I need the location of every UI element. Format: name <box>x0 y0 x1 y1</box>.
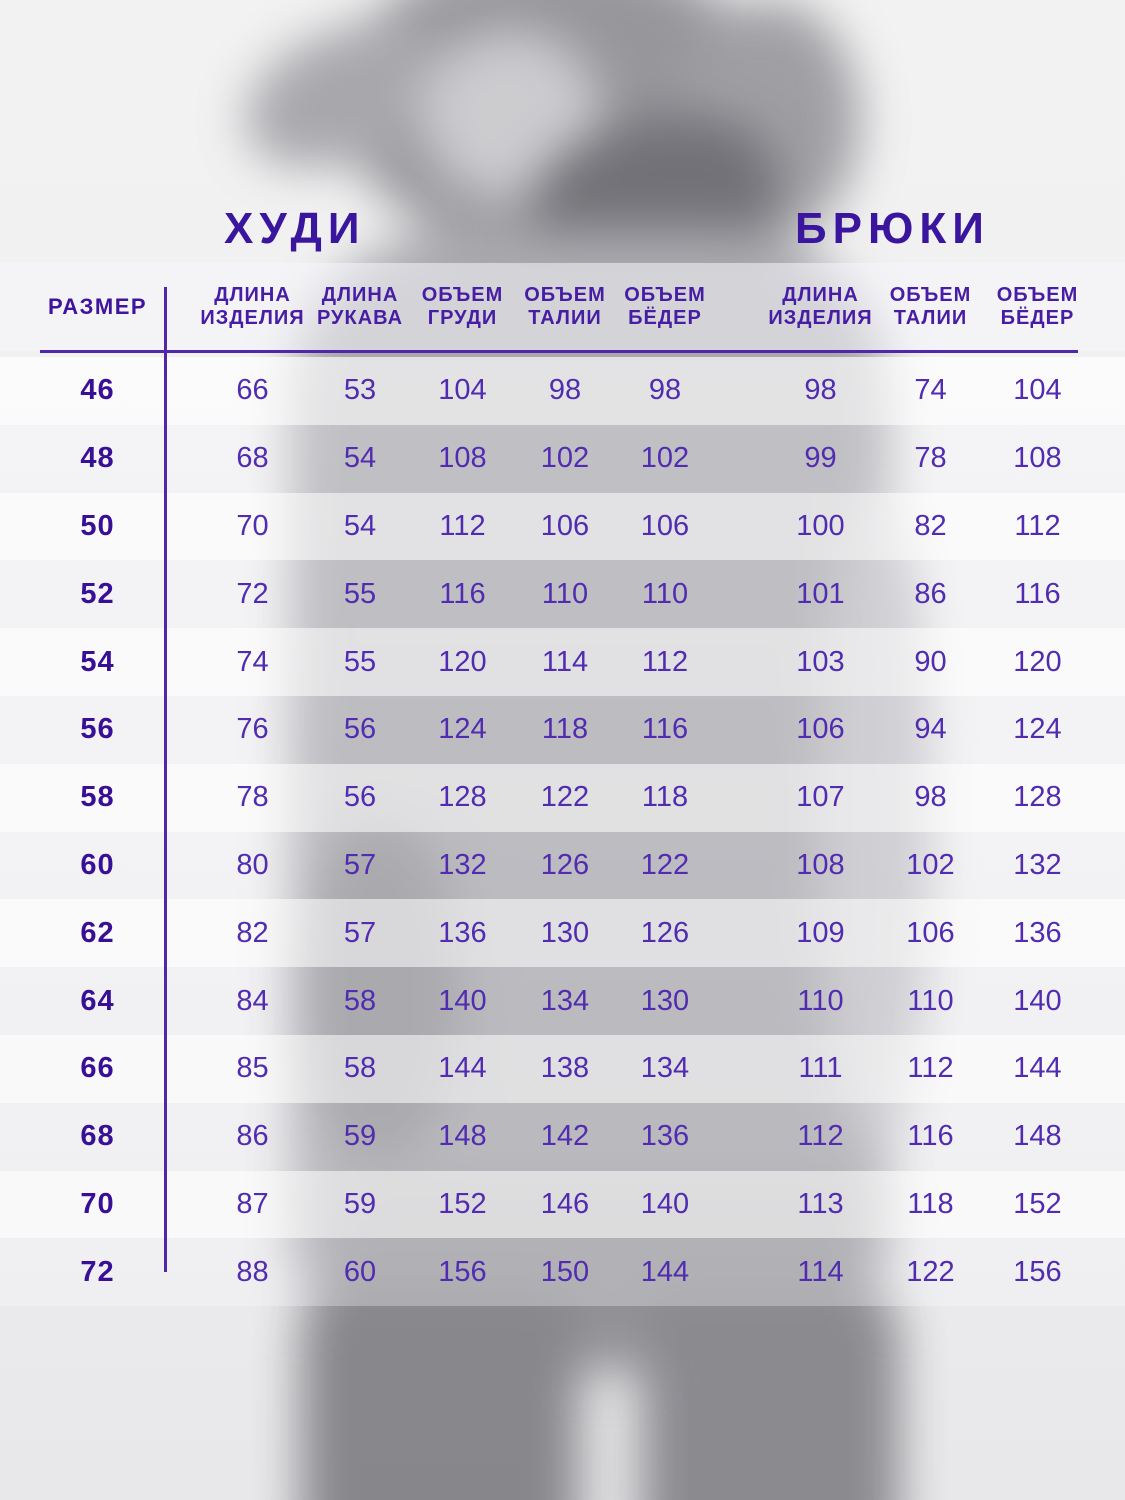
hoodie-measurement-value: 118 <box>641 781 689 814</box>
hoodie-measurement-value: 80 <box>236 848 269 881</box>
table-row <box>0 357 1125 425</box>
hoodie-measurement-value: 120 <box>438 645 487 678</box>
row-size-label: 50 <box>80 509 115 542</box>
hoodie-measurement-value: 58 <box>343 984 377 1017</box>
hoodie-measurement-value: 138 <box>540 1052 590 1085</box>
table-row <box>0 1171 1125 1239</box>
header-line: ИЗДЕЛИЯ <box>200 307 305 329</box>
pants-measurement-value: 114 <box>797 1255 844 1288</box>
pants-measurement-value: 109 <box>796 916 845 949</box>
hoodie-measurement-value: 57 <box>343 848 377 881</box>
header-line: БЁДЕР <box>628 307 702 329</box>
column-header-pants-garment-length <box>765 284 876 330</box>
header-line: ОБЪЕМ <box>421 284 504 306</box>
table-row <box>0 764 1125 832</box>
hoodie-measurement-value: 102 <box>540 442 590 475</box>
photo-left-trouser-shape <box>300 1290 580 1500</box>
hoodie-measurement-value: 66 <box>236 374 269 407</box>
hoodie-measurement-value: 87 <box>236 1187 269 1220</box>
hoodie-measurement-value: 116 <box>641 713 689 746</box>
hoodie-measurement-value: 148 <box>438 1120 487 1153</box>
hoodie-measurement-value: 110 <box>641 577 689 610</box>
pants-measurement-value: 107 <box>796 781 845 814</box>
header-line: РУКАВА <box>316 307 404 329</box>
row-size-label: 68 <box>80 1120 115 1153</box>
pants-measurement-value: 136 <box>1013 916 1062 949</box>
header-line: ИЗДЕЛИЯ <box>768 307 873 329</box>
photo-right-trouser-shape <box>640 1290 900 1500</box>
hoodie-measurement-value: 68 <box>236 442 269 475</box>
pants-measurement-value: 103 <box>796 645 845 678</box>
hoodie-section-title: ХУДИ <box>224 204 366 253</box>
size-divider-line <box>164 287 167 1272</box>
hoodie-measurement-value: 140 <box>640 1187 690 1220</box>
column-header-pants-hips <box>985 284 1090 330</box>
pants-measurement-value: 78 <box>914 442 947 475</box>
pants-measurement-value: 106 <box>906 916 955 949</box>
hoodie-measurement-value: 58 <box>343 1052 377 1085</box>
hoodie-measurement-value: 116 <box>439 577 486 610</box>
pants-measurement-value: 101 <box>796 577 845 610</box>
column-header-pants-waist <box>876 284 985 330</box>
table-row <box>0 1238 1125 1306</box>
header-line: ДЛИНА <box>782 284 859 306</box>
hoodie-measurement-value: 144 <box>438 1052 487 1085</box>
hoodie-measurement-value: 56 <box>343 781 377 814</box>
row-size-label: 64 <box>80 984 115 1017</box>
pants-measurement-value: 98 <box>914 781 947 814</box>
table-row <box>0 628 1125 696</box>
header-line: ТАЛИИ <box>893 307 968 329</box>
pants-measurement-value: 98 <box>804 374 837 407</box>
pants-measurement-value: 100 <box>796 509 845 542</box>
hoodie-measurement-value: 124 <box>438 713 487 746</box>
table-row <box>0 899 1125 967</box>
hoodie-measurement-value: 84 <box>236 984 269 1017</box>
hoodie-measurement-value: 59 <box>343 1120 377 1153</box>
hoodie-measurement-value: 136 <box>640 1120 690 1153</box>
hoodie-measurement-value: 134 <box>640 1052 690 1085</box>
hoodie-measurement-value: 70 <box>236 509 269 542</box>
hoodie-measurement-value: 126 <box>540 848 590 881</box>
hoodie-measurement-value: 142 <box>540 1120 590 1153</box>
pants-measurement-value: 122 <box>906 1255 955 1288</box>
column-header-hoodie-garment-length <box>195 284 310 330</box>
hoodie-measurement-value: 110 <box>541 577 589 610</box>
hoodie-measurement-value: 150 <box>540 1255 590 1288</box>
header-line: ДЛИНА <box>214 284 291 306</box>
row-size-label: 52 <box>80 577 115 610</box>
hoodie-measurement-value: 106 <box>640 509 690 542</box>
hoodie-measurement-value: 112 <box>641 645 689 678</box>
hoodie-measurement-value: 54 <box>343 442 377 475</box>
table-header-row <box>0 263 1125 351</box>
pants-measurement-value: 118 <box>907 1187 954 1220</box>
row-size-label: 62 <box>80 916 115 949</box>
header-line: БЁДЕР <box>1000 307 1075 329</box>
row-size-label: 72 <box>80 1255 115 1288</box>
header-line: ТАЛИИ <box>528 307 602 329</box>
hoodie-measurement-value: 122 <box>540 781 590 814</box>
hoodie-measurement-value: 74 <box>236 645 269 678</box>
pants-measurement-value: 86 <box>914 577 947 610</box>
hoodie-measurement-value: 86 <box>236 1120 269 1153</box>
pants-measurement-value: 128 <box>1013 781 1062 814</box>
table-row <box>0 425 1125 493</box>
pants-measurement-value: 144 <box>1013 1052 1062 1085</box>
hoodie-measurement-value: 132 <box>438 848 487 881</box>
hoodie-measurement-value: 106 <box>540 509 590 542</box>
pants-measurement-value: 112 <box>907 1052 954 1085</box>
pants-measurement-value: 104 <box>1013 374 1062 407</box>
table-header-band <box>0 263 1125 351</box>
pants-measurement-value: 120 <box>1013 645 1062 678</box>
hoodie-measurement-value: 55 <box>343 645 377 678</box>
hoodie-measurement-value: 60 <box>343 1255 377 1288</box>
pants-measurement-value: 156 <box>1013 1255 1062 1288</box>
hoodie-measurement-value: 108 <box>438 442 487 475</box>
pants-measurement-value: 108 <box>796 848 845 881</box>
row-size-label: 48 <box>80 442 115 475</box>
hoodie-measurement-value: 130 <box>640 984 690 1017</box>
header-line: ОБЪЕМ <box>624 284 706 306</box>
hoodie-measurement-value: 98 <box>648 374 682 407</box>
row-size-label: 60 <box>80 848 115 881</box>
pants-measurement-value: 152 <box>1013 1187 1062 1220</box>
hoodie-measurement-value: 112 <box>439 509 486 542</box>
pants-measurement-value: 112 <box>1014 509 1061 542</box>
pants-measurement-value: 116 <box>907 1120 954 1153</box>
pants-measurement-value: 112 <box>797 1120 844 1153</box>
hoodie-measurement-value: 126 <box>640 916 690 949</box>
column-header-hoodie-hips <box>615 284 715 330</box>
header-line: ГРУДИ <box>427 307 498 329</box>
header-line: ОБЪЕМ <box>996 284 1079 306</box>
column-header-hoodie-sleeve-length <box>310 284 410 330</box>
hoodie-measurement-value: 85 <box>236 1052 269 1085</box>
pants-section-title: БРЮКИ <box>795 204 990 253</box>
header-underline <box>40 350 1078 353</box>
pants-measurement-value: 106 <box>796 713 845 746</box>
pants-measurement-value: 102 <box>906 848 955 881</box>
hoodie-measurement-value: 152 <box>438 1187 487 1220</box>
table-row <box>0 967 1125 1035</box>
table-row <box>0 493 1125 561</box>
hoodie-measurement-value: 114 <box>541 645 589 678</box>
pants-measurement-value: 132 <box>1013 848 1062 881</box>
hoodie-measurement-value: 118 <box>541 713 589 746</box>
hoodie-measurement-value: 102 <box>640 442 690 475</box>
row-size-label: 70 <box>80 1187 115 1220</box>
size-column-header: РАЗМЕР <box>47 294 148 320</box>
pants-measurement-value: 110 <box>907 984 954 1017</box>
hoodie-measurement-value: 98 <box>548 374 582 407</box>
table-row <box>0 832 1125 900</box>
hoodie-measurement-value: 56 <box>343 713 377 746</box>
hoodie-measurement-value: 82 <box>236 916 269 949</box>
hoodie-measurement-value: 146 <box>540 1187 590 1220</box>
table-row <box>0 560 1125 628</box>
pants-measurement-value: 110 <box>797 984 844 1017</box>
pants-measurement-value: 90 <box>914 645 947 678</box>
pants-measurement-value: 94 <box>914 713 947 746</box>
table-rows <box>0 357 1125 1306</box>
column-header-hoodie-chest <box>410 284 515 330</box>
column-header-hoodie-waist <box>515 284 615 330</box>
hoodie-measurement-value: 76 <box>236 713 269 746</box>
hoodie-measurement-value: 54 <box>343 509 377 542</box>
hoodie-measurement-value: 55 <box>343 577 377 610</box>
pants-measurement-value: 124 <box>1013 713 1062 746</box>
row-size-label: 56 <box>80 713 115 746</box>
hoodie-measurement-value: 128 <box>438 781 487 814</box>
row-size-label: 54 <box>80 645 115 678</box>
hoodie-measurement-value: 104 <box>438 374 487 407</box>
pants-measurement-value: 140 <box>1013 984 1062 1017</box>
pants-measurement-value: 111 <box>798 1052 843 1085</box>
header-line: ОБЪЕМ <box>889 284 972 306</box>
hoodie-measurement-value: 140 <box>438 984 487 1017</box>
table-row <box>0 1035 1125 1103</box>
pants-measurement-value: 116 <box>1014 577 1061 610</box>
pants-measurement-value: 148 <box>1013 1120 1062 1153</box>
table-row <box>0 1103 1125 1171</box>
pants-measurement-value: 99 <box>804 442 837 475</box>
pants-measurement-value: 74 <box>914 374 947 407</box>
hoodie-measurement-value: 53 <box>343 374 377 407</box>
hoodie-measurement-value: 130 <box>540 916 590 949</box>
pants-measurement-value: 82 <box>914 509 947 542</box>
hoodie-measurement-value: 57 <box>343 916 377 949</box>
hoodie-measurement-value: 78 <box>236 781 269 814</box>
pants-measurement-value: 113 <box>797 1187 844 1220</box>
hoodie-measurement-value: 88 <box>236 1255 269 1288</box>
header-line: ОБЪЕМ <box>524 284 606 306</box>
hoodie-measurement-value: 144 <box>640 1255 690 1288</box>
hoodie-measurement-value: 72 <box>236 577 269 610</box>
header-line: ДЛИНА <box>321 284 399 306</box>
hoodie-measurement-value: 59 <box>343 1187 377 1220</box>
hoodie-measurement-value: 122 <box>640 848 690 881</box>
hoodie-measurement-value: 156 <box>438 1255 487 1288</box>
table-row <box>0 696 1125 764</box>
hoodie-measurement-value: 136 <box>438 916 487 949</box>
row-size-label: 46 <box>80 374 115 407</box>
hoodie-measurement-value: 134 <box>540 984 590 1017</box>
pants-measurement-value: 108 <box>1013 442 1062 475</box>
row-size-label: 58 <box>80 781 115 814</box>
row-size-label: 66 <box>80 1052 115 1085</box>
